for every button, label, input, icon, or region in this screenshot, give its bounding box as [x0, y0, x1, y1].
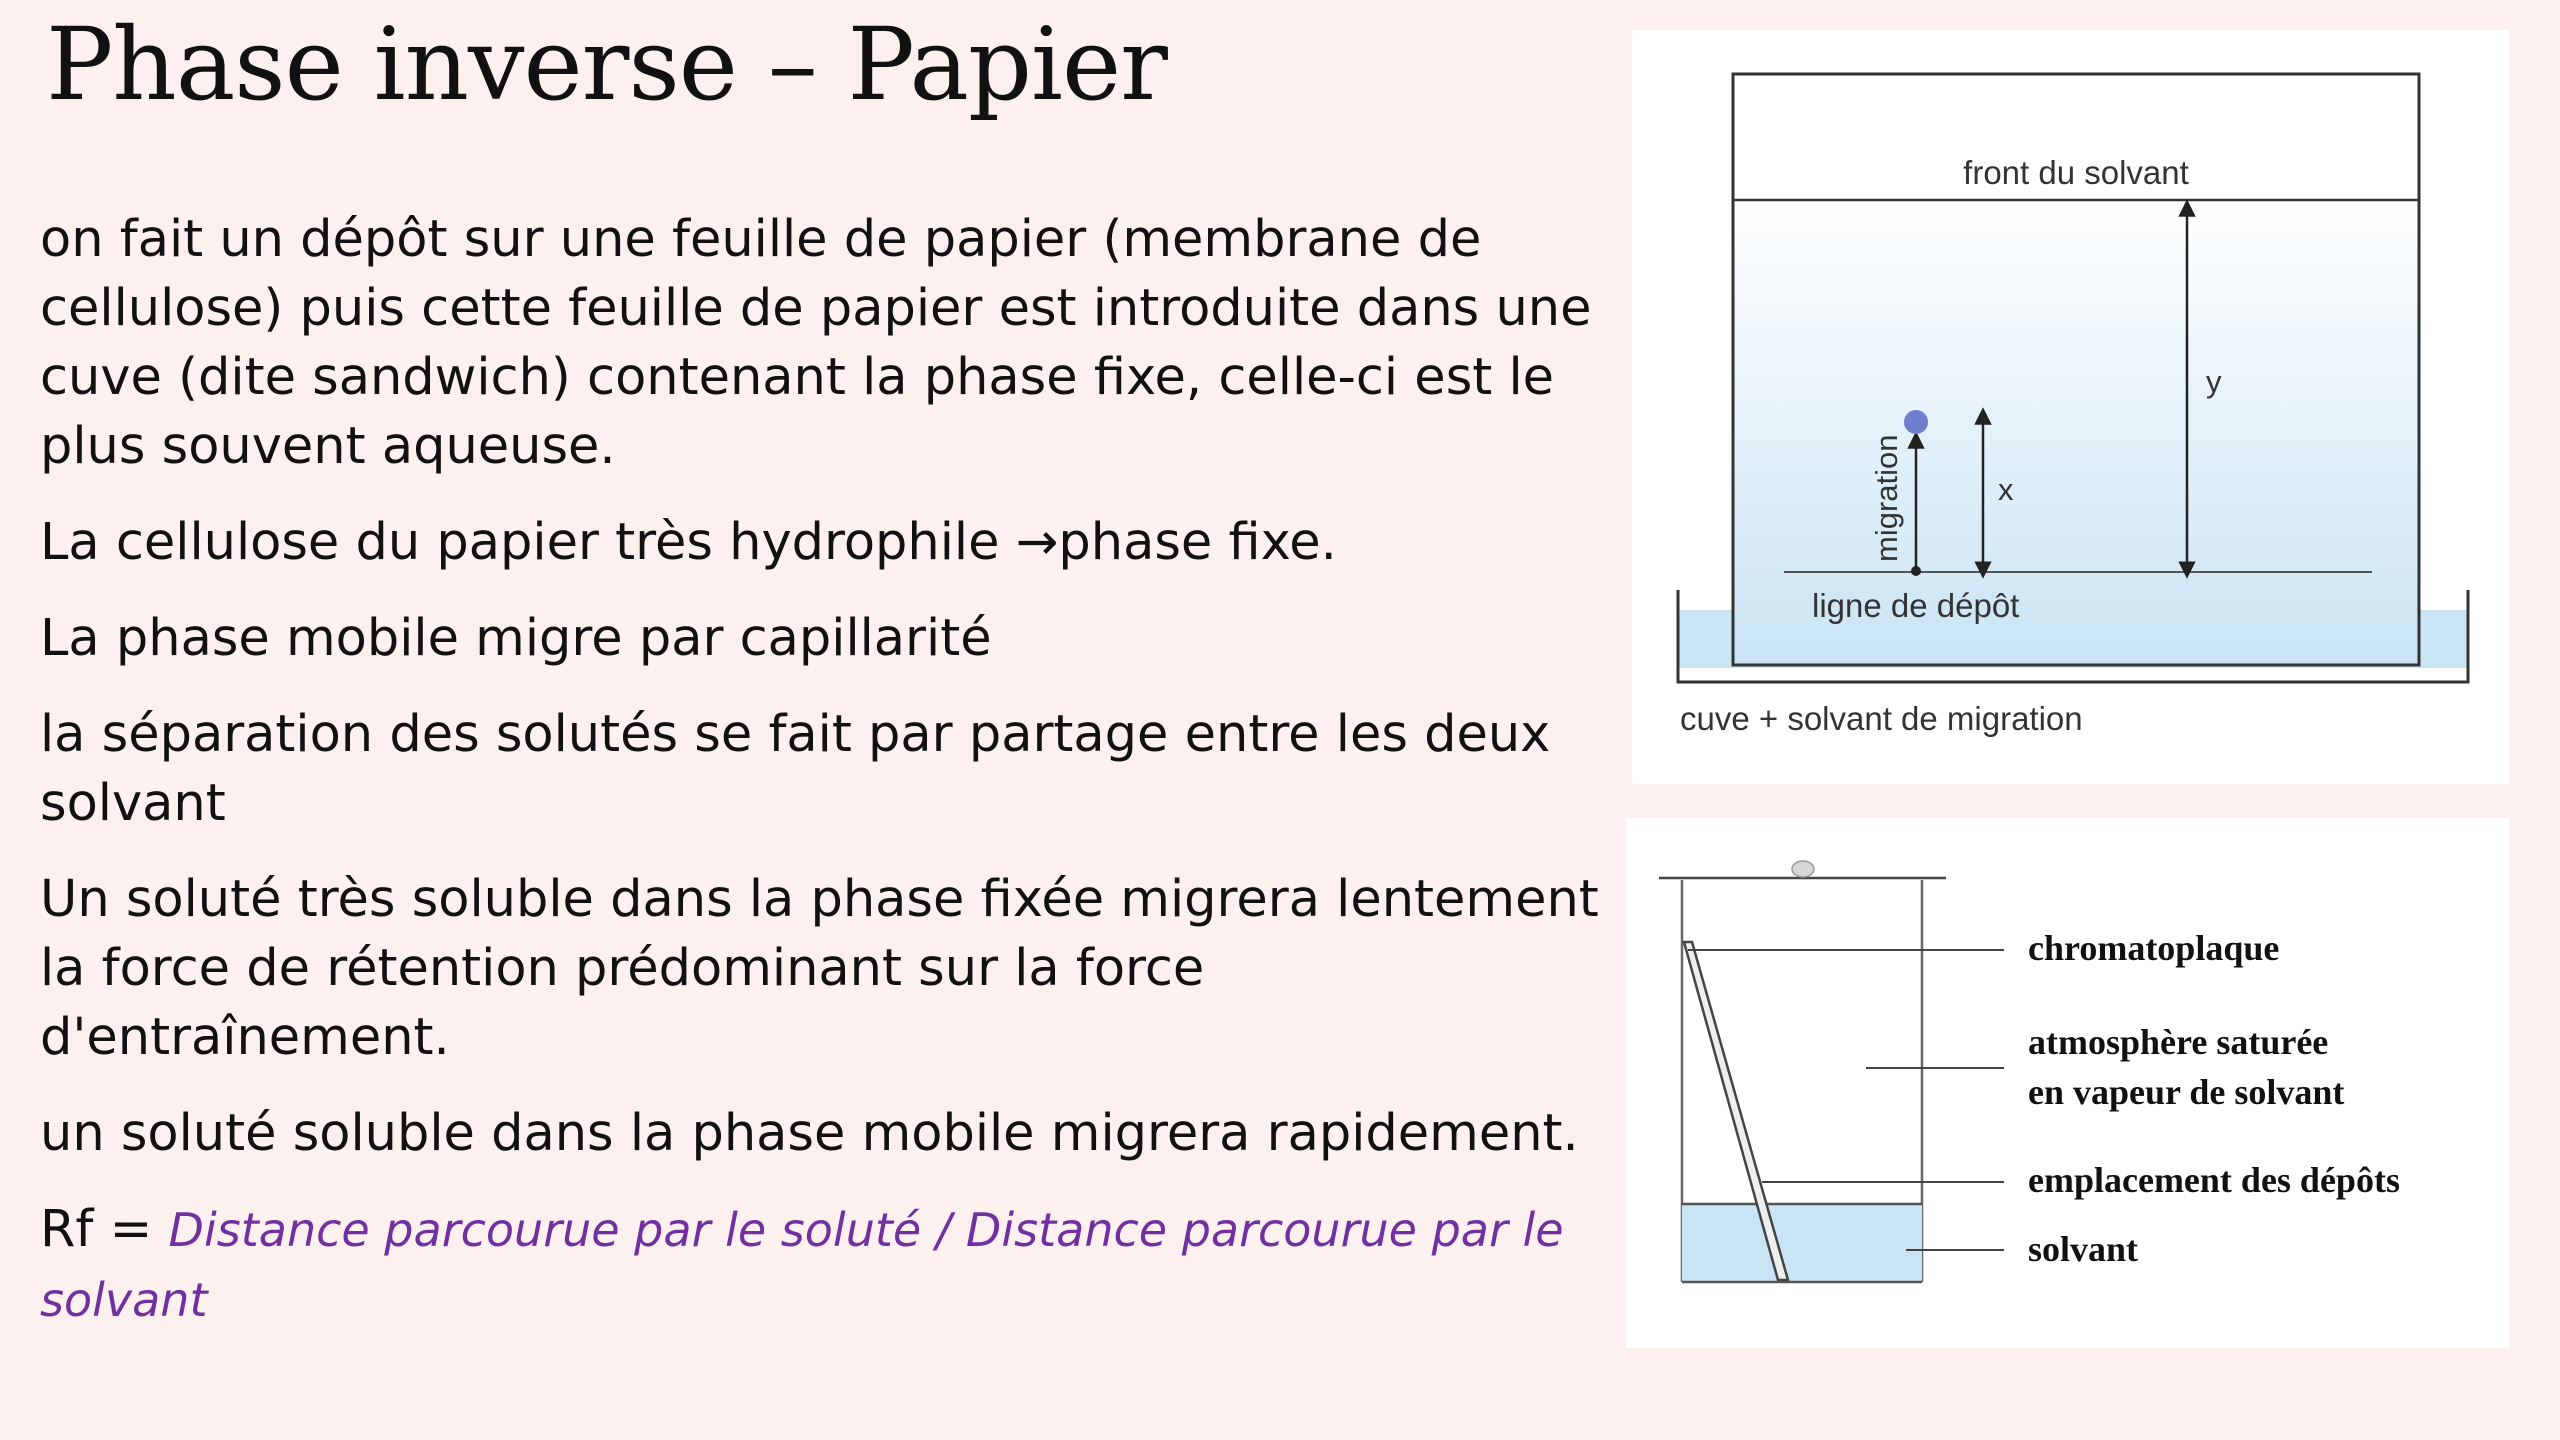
solvent-front-label: front du solvant — [1963, 154, 2189, 191]
solute-spot — [1904, 410, 1928, 434]
label-atmosphere-1: atmosphère saturée — [2028, 1022, 2329, 1062]
rf-prefix: Rf = — [40, 1200, 169, 1259]
paragraph-5: Un soluté très soluble dans la phase fixée migrera lentement la force de rétention prédominant sur la force d'entraînement. — [40, 870, 1599, 1067]
tank-caption: cuve + solvant de migration — [1680, 700, 2083, 737]
rf-formula: Distance parcourue par le soluté / Distance parcourue par le solvant — [40, 1203, 1564, 1327]
deposit-line-label: ligne de dépôt — [1812, 587, 2020, 624]
x-label: x — [1998, 472, 2014, 507]
migration-label: migration — [1869, 434, 1904, 562]
label-atmosphere-2: en vapeur de solvant — [2028, 1072, 2345, 1112]
paragraph-4: la séparation des solutés se fait par partage entre les deux solvant — [40, 705, 1551, 833]
paragraph-1: on fait un dépôt sur une feuille de papier (membrane de cellulose) puis cette feuille de papier est introduite dans une cuve (dite sandwich) contenant la phase fixe, celle-ci est le plus souvent aqueuse. — [40, 210, 1592, 476]
y-label: y — [2206, 364, 2222, 399]
rf-line — [40, 1195, 1630, 1335]
chromatoplate-tank-diagram — [1626, 818, 2509, 1348]
chromatography-tank-diagram — [1632, 30, 2509, 784]
text-content — [40, 205, 1630, 1362]
deposit-dot — [1911, 566, 1921, 576]
beaker-solvent — [1682, 1204, 1922, 1282]
page-title: Phase inverse – Papier — [46, 6, 1167, 123]
label-chromatoplaque: chromatoplaque — [2028, 928, 2280, 968]
lid-knob — [1792, 861, 1814, 877]
paragraph-6: un soluté soluble dans la phase mobile migrera rapidement. — [40, 1104, 1579, 1163]
paragraph-2: La cellulose du papier très hydrophile →phase fixe. — [40, 513, 1337, 572]
paragraph-3: La phase mobile migre par capillarité — [40, 609, 992, 668]
label-depots: emplacement des dépôts — [2028, 1160, 2400, 1200]
label-solvant: solvant — [2028, 1229, 2139, 1269]
